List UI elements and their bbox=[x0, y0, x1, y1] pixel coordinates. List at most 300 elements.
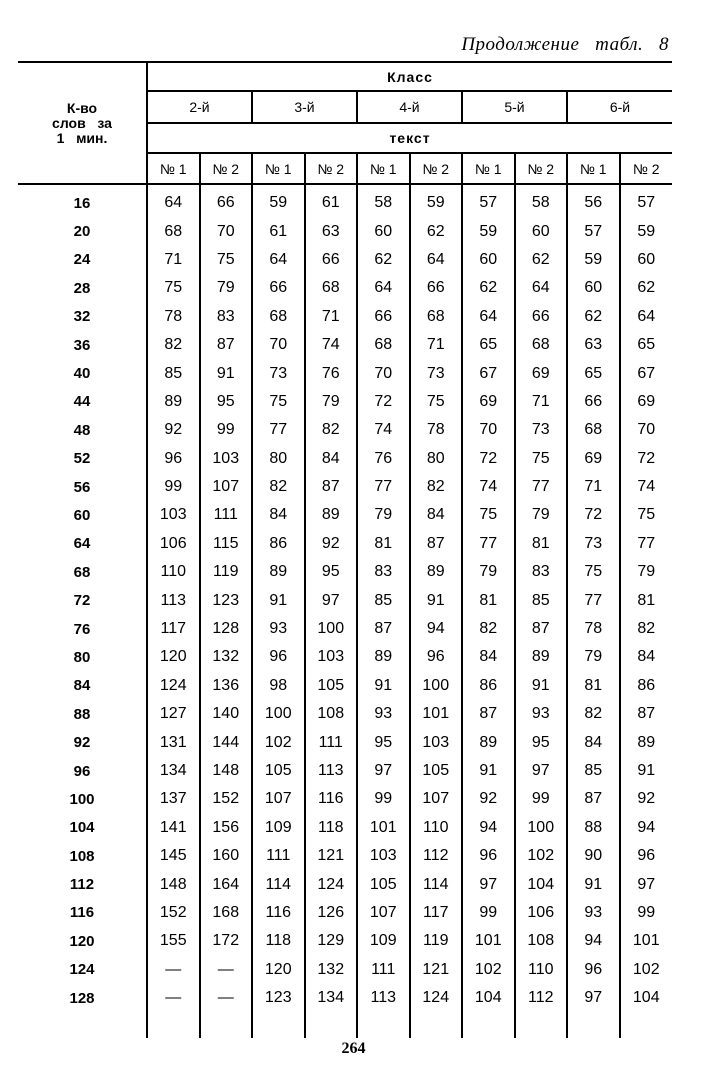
value-cell: 99 bbox=[515, 785, 568, 813]
variant-header: № 2 bbox=[515, 153, 568, 184]
grade-header: 2-й bbox=[147, 91, 252, 123]
value-cell: 117 bbox=[147, 615, 200, 643]
value-cell: 64 bbox=[147, 184, 200, 217]
value-cell: 69 bbox=[567, 445, 620, 473]
words-per-minute-cell: 100 bbox=[69, 790, 95, 808]
value-cell: 105 bbox=[357, 870, 410, 898]
value-cell: 82 bbox=[252, 473, 305, 501]
value-cell: 87 bbox=[305, 473, 358, 501]
value-cell: 148 bbox=[147, 870, 200, 898]
words-per-minute-cell: 72 bbox=[73, 592, 91, 610]
value-cell: 141 bbox=[147, 814, 200, 842]
table-row bbox=[18, 359, 672, 387]
value-cell: 89 bbox=[620, 728, 673, 756]
value-cell: 132 bbox=[200, 643, 253, 671]
value-cell: 62 bbox=[567, 303, 620, 331]
value-cell: 72 bbox=[357, 388, 410, 416]
value-cell: 79 bbox=[567, 643, 620, 671]
value-cell: 111 bbox=[252, 842, 305, 870]
value-cell: 113 bbox=[305, 757, 358, 785]
value-cell: 113 bbox=[357, 984, 410, 1012]
value-cell: 116 bbox=[305, 785, 358, 813]
words-per-minute-cell: 64 bbox=[73, 535, 91, 553]
value-cell: 96 bbox=[147, 445, 200, 473]
table-row bbox=[18, 814, 672, 842]
value-cell: 75 bbox=[567, 558, 620, 586]
value-cell: 63 bbox=[567, 331, 620, 359]
value-cell: 99 bbox=[357, 785, 410, 813]
value-cell: 89 bbox=[252, 558, 305, 586]
value-cell: 93 bbox=[567, 899, 620, 927]
value-cell: 79 bbox=[462, 558, 515, 586]
value-cell: 79 bbox=[357, 501, 410, 529]
value-cell: 69 bbox=[462, 388, 515, 416]
value-cell: 76 bbox=[305, 359, 358, 387]
value-cell: 91 bbox=[252, 586, 305, 614]
value-cell: 112 bbox=[515, 984, 568, 1012]
variant-header: № 1 bbox=[462, 153, 515, 184]
value-cell: 65 bbox=[620, 331, 673, 359]
value-cell: 84 bbox=[410, 501, 463, 529]
value-cell: 97 bbox=[567, 984, 620, 1012]
value-cell: 66 bbox=[305, 246, 358, 274]
value-cell: — bbox=[200, 956, 253, 984]
value-cell: 70 bbox=[357, 359, 410, 387]
value-cell: 92 bbox=[462, 785, 515, 813]
value-cell: 87 bbox=[620, 700, 673, 728]
value-cell: 168 bbox=[200, 899, 253, 927]
value-cell: 60 bbox=[620, 246, 673, 274]
value-cell: 77 bbox=[462, 530, 515, 558]
value-cell: 140 bbox=[200, 700, 253, 728]
value-cell: 91 bbox=[200, 359, 253, 387]
value-cell: 83 bbox=[200, 303, 253, 331]
value-cell: 73 bbox=[410, 359, 463, 387]
value-cell: 119 bbox=[200, 558, 253, 586]
value-cell: 92 bbox=[620, 785, 673, 813]
value-cell: 89 bbox=[410, 558, 463, 586]
table-row bbox=[18, 217, 672, 245]
value-cell: 160 bbox=[200, 842, 253, 870]
text-header: текст bbox=[147, 123, 672, 153]
value-cell: 91 bbox=[515, 672, 568, 700]
value-cell: 91 bbox=[620, 757, 673, 785]
value-cell: 59 bbox=[620, 217, 673, 245]
value-cell: 75 bbox=[200, 246, 253, 274]
words-per-minute-cell: 104 bbox=[69, 819, 95, 837]
value-cell: 86 bbox=[620, 672, 673, 700]
value-cell: 60 bbox=[567, 274, 620, 302]
spacer-cell bbox=[620, 1012, 673, 1038]
table-row bbox=[18, 184, 672, 217]
value-cell: 62 bbox=[410, 217, 463, 245]
value-cell: 86 bbox=[252, 530, 305, 558]
words-per-minute-cell: 116 bbox=[69, 904, 95, 922]
value-cell: 57 bbox=[567, 217, 620, 245]
value-cell: 66 bbox=[515, 303, 568, 331]
table-row bbox=[18, 558, 672, 586]
value-cell: 73 bbox=[567, 530, 620, 558]
value-cell: 84 bbox=[462, 643, 515, 671]
value-cell: 81 bbox=[620, 586, 673, 614]
value-cell: 96 bbox=[410, 643, 463, 671]
value-cell: 137 bbox=[147, 785, 200, 813]
words-per-minute-cell: 76 bbox=[73, 620, 91, 638]
value-cell: 118 bbox=[252, 927, 305, 955]
table-row bbox=[18, 984, 672, 1012]
value-cell: 101 bbox=[462, 927, 515, 955]
value-cell: 66 bbox=[410, 274, 463, 302]
table-row bbox=[18, 899, 672, 927]
value-cell: 64 bbox=[252, 246, 305, 274]
table-row bbox=[18, 643, 672, 671]
words-per-minute-header bbox=[18, 62, 147, 184]
value-cell: 65 bbox=[462, 331, 515, 359]
grade-header: 3-й bbox=[252, 91, 357, 123]
value-cell: 75 bbox=[410, 388, 463, 416]
value-cell: — bbox=[147, 984, 200, 1012]
value-cell: 62 bbox=[357, 246, 410, 274]
value-cell: 99 bbox=[147, 473, 200, 501]
words-per-minute-cell: 56 bbox=[73, 478, 91, 496]
value-cell: 73 bbox=[252, 359, 305, 387]
table-row bbox=[18, 700, 672, 728]
value-cell: 116 bbox=[252, 899, 305, 927]
value-cell: 77 bbox=[515, 473, 568, 501]
value-cell: 100 bbox=[252, 700, 305, 728]
value-cell: 128 bbox=[200, 615, 253, 643]
value-cell: 75 bbox=[620, 501, 673, 529]
words-per-minute-cell: 128 bbox=[69, 989, 95, 1007]
value-cell: 68 bbox=[515, 331, 568, 359]
value-cell: 94 bbox=[410, 615, 463, 643]
value-cell: 123 bbox=[252, 984, 305, 1012]
value-cell: 84 bbox=[620, 643, 673, 671]
table-row bbox=[18, 501, 672, 529]
value-cell: 119 bbox=[410, 927, 463, 955]
value-cell: 78 bbox=[410, 416, 463, 444]
value-cell: 101 bbox=[620, 927, 673, 955]
value-cell: 111 bbox=[200, 501, 253, 529]
value-cell: 68 bbox=[252, 303, 305, 331]
value-cell: 95 bbox=[305, 558, 358, 586]
value-cell: 84 bbox=[305, 445, 358, 473]
value-cell: 85 bbox=[357, 586, 410, 614]
class-header: Класс bbox=[147, 62, 672, 91]
value-cell: 57 bbox=[620, 184, 673, 217]
words-per-minute-cell: 16 bbox=[73, 194, 91, 212]
variant-header: № 2 bbox=[200, 153, 253, 184]
value-cell: 148 bbox=[200, 757, 253, 785]
table-header bbox=[18, 62, 672, 184]
value-cell: 68 bbox=[147, 217, 200, 245]
table-row bbox=[18, 530, 672, 558]
spacer-cell bbox=[147, 1012, 200, 1038]
value-cell: 72 bbox=[462, 445, 515, 473]
value-cell: 68 bbox=[305, 274, 358, 302]
value-cell: 82 bbox=[620, 615, 673, 643]
value-cell: 69 bbox=[515, 359, 568, 387]
value-cell: 79 bbox=[620, 558, 673, 586]
value-cell: 110 bbox=[515, 956, 568, 984]
value-cell: 64 bbox=[357, 274, 410, 302]
value-cell: 68 bbox=[410, 303, 463, 331]
value-cell: 81 bbox=[515, 530, 568, 558]
value-cell: 79 bbox=[515, 501, 568, 529]
value-cell: 66 bbox=[357, 303, 410, 331]
value-cell: 64 bbox=[620, 303, 673, 331]
value-cell: 104 bbox=[515, 870, 568, 898]
value-cell: 89 bbox=[357, 643, 410, 671]
value-cell: 99 bbox=[462, 899, 515, 927]
variant-header: № 1 bbox=[357, 153, 410, 184]
value-cell: 124 bbox=[147, 672, 200, 700]
table-row bbox=[18, 445, 672, 473]
value-cell: 105 bbox=[410, 757, 463, 785]
value-cell: 91 bbox=[357, 672, 410, 700]
value-cell: 74 bbox=[305, 331, 358, 359]
value-cell: 75 bbox=[147, 274, 200, 302]
value-cell: 144 bbox=[200, 728, 253, 756]
value-cell: 97 bbox=[462, 870, 515, 898]
value-cell: 111 bbox=[305, 728, 358, 756]
grade-header: 6-й bbox=[567, 91, 672, 123]
value-cell: 97 bbox=[305, 586, 358, 614]
value-cell: 101 bbox=[357, 814, 410, 842]
value-cell: 68 bbox=[567, 416, 620, 444]
value-cell: 85 bbox=[147, 359, 200, 387]
table-row bbox=[18, 331, 672, 359]
value-cell: 81 bbox=[357, 530, 410, 558]
value-cell: 93 bbox=[515, 700, 568, 728]
value-cell: 71 bbox=[410, 331, 463, 359]
value-cell: 62 bbox=[462, 274, 515, 302]
spacer-cell bbox=[18, 1012, 147, 1038]
value-cell: 102 bbox=[252, 728, 305, 756]
words-per-minute-cell: 44 bbox=[73, 393, 91, 411]
value-cell: 97 bbox=[357, 757, 410, 785]
value-cell: 73 bbox=[515, 416, 568, 444]
spacer-cell bbox=[515, 1012, 568, 1038]
value-cell: 123 bbox=[200, 586, 253, 614]
value-cell: 64 bbox=[410, 246, 463, 274]
table-row bbox=[18, 246, 672, 274]
value-cell: 107 bbox=[252, 785, 305, 813]
value-cell: 111 bbox=[357, 956, 410, 984]
value-cell: 64 bbox=[515, 274, 568, 302]
value-cell: 100 bbox=[305, 615, 358, 643]
value-cell: 60 bbox=[357, 217, 410, 245]
value-cell: 89 bbox=[462, 728, 515, 756]
words-per-minute-cell: 88 bbox=[73, 705, 91, 723]
spacer-cell bbox=[410, 1012, 463, 1038]
spacer-cell bbox=[252, 1012, 305, 1038]
value-cell: 82 bbox=[147, 331, 200, 359]
value-cell: 103 bbox=[147, 501, 200, 529]
value-cell: 72 bbox=[567, 501, 620, 529]
value-cell: 110 bbox=[410, 814, 463, 842]
value-cell: 89 bbox=[515, 643, 568, 671]
variant-header: № 1 bbox=[147, 153, 200, 184]
value-cell: 90 bbox=[567, 842, 620, 870]
value-cell: 69 bbox=[620, 388, 673, 416]
value-cell: 65 bbox=[567, 359, 620, 387]
value-cell: 106 bbox=[147, 530, 200, 558]
words-per-minute-cell: 120 bbox=[69, 932, 95, 950]
words-per-minute-cell: 20 bbox=[73, 223, 91, 241]
value-cell: 102 bbox=[462, 956, 515, 984]
table-row bbox=[18, 870, 672, 898]
value-cell: 102 bbox=[620, 956, 673, 984]
value-cell: 115 bbox=[200, 530, 253, 558]
value-cell: 80 bbox=[252, 445, 305, 473]
value-cell: 74 bbox=[462, 473, 515, 501]
value-cell: 94 bbox=[462, 814, 515, 842]
value-cell: 121 bbox=[410, 956, 463, 984]
value-cell: 92 bbox=[147, 416, 200, 444]
value-cell: 87 bbox=[567, 785, 620, 813]
value-cell: 108 bbox=[515, 927, 568, 955]
value-cell: 83 bbox=[357, 558, 410, 586]
value-cell: 102 bbox=[515, 842, 568, 870]
value-cell: 98 bbox=[252, 672, 305, 700]
value-cell: 58 bbox=[515, 184, 568, 217]
words-per-minute-cell: 84 bbox=[73, 677, 91, 695]
value-cell: 114 bbox=[252, 870, 305, 898]
value-cell: 89 bbox=[147, 388, 200, 416]
words-per-minute-cell: 112 bbox=[69, 876, 95, 894]
table-row bbox=[18, 586, 672, 614]
value-cell: 56 bbox=[567, 184, 620, 217]
value-cell: 59 bbox=[252, 184, 305, 217]
value-cell: 81 bbox=[462, 586, 515, 614]
value-cell: 121 bbox=[305, 842, 358, 870]
spacer-cell bbox=[200, 1012, 253, 1038]
value-cell: 59 bbox=[462, 217, 515, 245]
words-per-minute-cell: 68 bbox=[73, 563, 91, 581]
value-cell: 145 bbox=[147, 842, 200, 870]
table-body bbox=[18, 184, 672, 1038]
value-cell: 95 bbox=[357, 728, 410, 756]
spacer-cell bbox=[462, 1012, 515, 1038]
words-per-minute-cell: 60 bbox=[73, 506, 91, 524]
table-row bbox=[18, 473, 672, 501]
variant-header: № 1 bbox=[567, 153, 620, 184]
value-cell: 103 bbox=[200, 445, 253, 473]
table-row bbox=[18, 956, 672, 984]
value-cell: 71 bbox=[147, 246, 200, 274]
words-per-minute-cell: 124 bbox=[69, 961, 95, 979]
value-cell: 107 bbox=[357, 899, 410, 927]
value-cell: 95 bbox=[200, 388, 253, 416]
words-per-minute-cell: 48 bbox=[73, 421, 91, 439]
value-cell: 156 bbox=[200, 814, 253, 842]
value-cell: 99 bbox=[200, 416, 253, 444]
value-cell: 83 bbox=[515, 558, 568, 586]
value-cell: 72 bbox=[620, 445, 673, 473]
value-cell: 87 bbox=[515, 615, 568, 643]
page-number: 264 bbox=[341, 1040, 366, 1057]
table-row bbox=[18, 388, 672, 416]
value-cell: 103 bbox=[357, 842, 410, 870]
value-cell: 107 bbox=[410, 785, 463, 813]
variant-header: № 2 bbox=[305, 153, 358, 184]
value-cell: 74 bbox=[357, 416, 410, 444]
value-cell: 78 bbox=[567, 615, 620, 643]
value-cell: 61 bbox=[305, 184, 358, 217]
value-cell: 87 bbox=[410, 530, 463, 558]
variant-header: № 1 bbox=[252, 153, 305, 184]
value-cell: 77 bbox=[357, 473, 410, 501]
value-cell: 70 bbox=[620, 416, 673, 444]
value-cell: 89 bbox=[305, 501, 358, 529]
words-header-line3: 1 мин. bbox=[56, 129, 108, 146]
value-cell: 85 bbox=[515, 586, 568, 614]
value-cell: 92 bbox=[305, 530, 358, 558]
value-cell: 132 bbox=[305, 956, 358, 984]
value-cell: 131 bbox=[147, 728, 200, 756]
table-row bbox=[18, 757, 672, 785]
value-cell: 105 bbox=[305, 672, 358, 700]
value-cell: 96 bbox=[567, 956, 620, 984]
value-cell: 79 bbox=[200, 274, 253, 302]
value-cell: 105 bbox=[252, 757, 305, 785]
value-cell: 87 bbox=[200, 331, 253, 359]
value-cell: 75 bbox=[515, 445, 568, 473]
words-per-minute-cell: 52 bbox=[73, 450, 91, 468]
value-cell: 124 bbox=[305, 870, 358, 898]
table-row bbox=[18, 842, 672, 870]
value-cell: 66 bbox=[252, 274, 305, 302]
value-cell: 68 bbox=[357, 331, 410, 359]
value-cell: 63 bbox=[305, 217, 358, 245]
value-cell: 96 bbox=[252, 643, 305, 671]
value-cell: 61 bbox=[252, 217, 305, 245]
value-cell: 64 bbox=[462, 303, 515, 331]
table-caption: Продолжение табл. 8 bbox=[461, 34, 669, 55]
value-cell: 100 bbox=[410, 672, 463, 700]
value-cell: 152 bbox=[200, 785, 253, 813]
value-cell: 74 bbox=[620, 473, 673, 501]
value-cell: 67 bbox=[620, 359, 673, 387]
value-cell: 93 bbox=[252, 615, 305, 643]
value-cell: 82 bbox=[567, 700, 620, 728]
value-cell: 70 bbox=[252, 331, 305, 359]
value-cell: 66 bbox=[567, 388, 620, 416]
value-cell: 75 bbox=[462, 501, 515, 529]
value-cell: 106 bbox=[515, 899, 568, 927]
value-cell: 136 bbox=[200, 672, 253, 700]
value-cell: 91 bbox=[567, 870, 620, 898]
spacer-cell bbox=[567, 1012, 620, 1038]
value-cell: 80 bbox=[410, 445, 463, 473]
value-cell: 124 bbox=[410, 984, 463, 1012]
value-cell: 104 bbox=[620, 984, 673, 1012]
value-cell: 107 bbox=[200, 473, 253, 501]
words-per-minute-cell: 92 bbox=[73, 734, 91, 752]
value-cell: 82 bbox=[410, 473, 463, 501]
value-cell: 103 bbox=[305, 643, 358, 671]
value-cell: 71 bbox=[515, 388, 568, 416]
value-cell: 129 bbox=[305, 927, 358, 955]
value-cell: 134 bbox=[147, 757, 200, 785]
value-cell: 62 bbox=[515, 246, 568, 274]
value-cell: 77 bbox=[620, 530, 673, 558]
value-cell: — bbox=[200, 984, 253, 1012]
value-cell: 103 bbox=[410, 728, 463, 756]
value-cell: 99 bbox=[620, 899, 673, 927]
value-cell: 96 bbox=[462, 842, 515, 870]
